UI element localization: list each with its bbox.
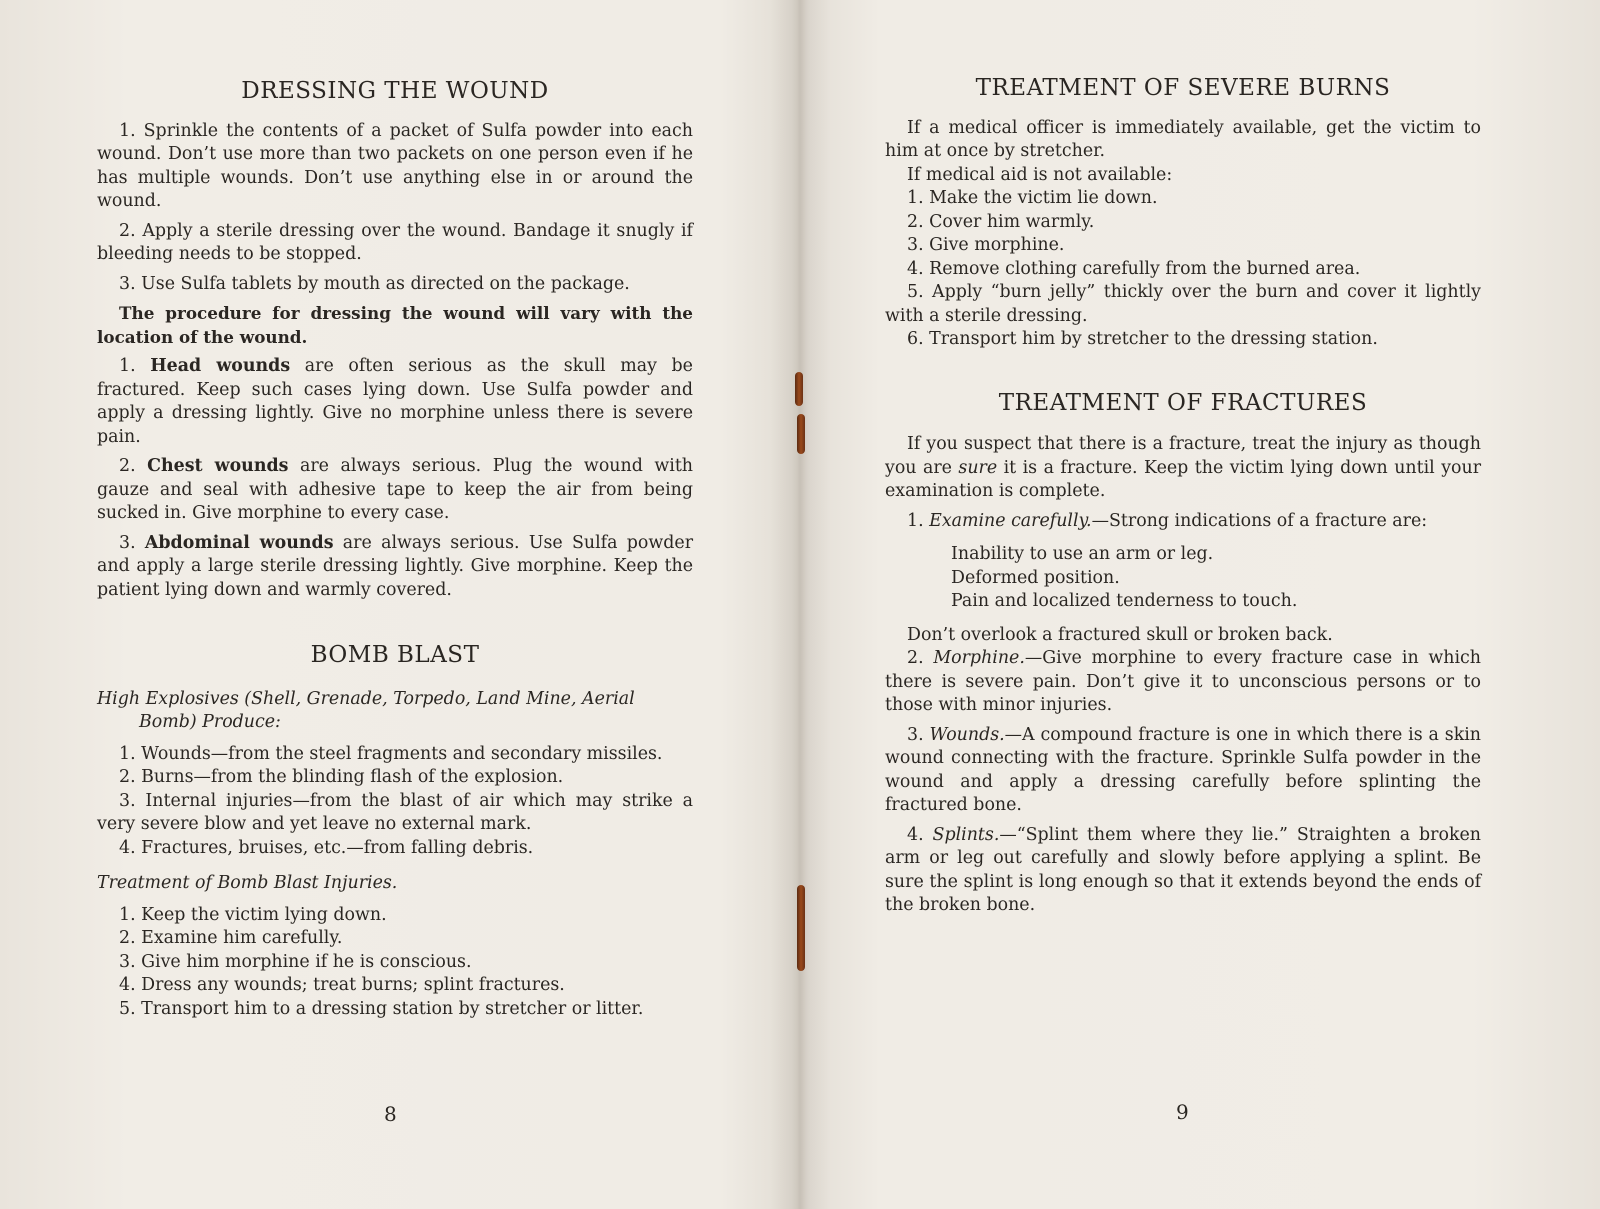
- left-page: [97, 0, 693, 1021]
- right-page: [885, 0, 1481, 918]
- fracture-overlook: Don’t overlook a fractured skull or broken back.: [907, 624, 1333, 645]
- bomb-treatment-step: 2. Examine him carefully.: [119, 928, 343, 948]
- bomb-treatment-step: 3. Give him morphine if he is conscious.: [119, 951, 472, 972]
- burns-intro: If a medical officer is immediately available, get the victim to him at once by stretcher.: [885, 117, 1481, 161]
- wound-types: [97, 355, 693, 602]
- wound-type-head: 1. Head wounds are often serious as the skull may be fractured. Keep such cases lying down. Use Sulfa powder and apply a dressing lightly. Give no morphine unless there is severe pain.: [97, 356, 693, 447]
- procedure-note: The procedure for dressing the wound will vary with the location of the wound.: [97, 303, 693, 347]
- fracture-exam: 1. Examine carefully.—Strong indications of a fracture are:: [907, 510, 1428, 531]
- bomb-treatment-step: 1. Keep the victim lying down.: [119, 904, 387, 925]
- burns-step: 3. Give morphine.: [907, 235, 1065, 255]
- fracture-wounds: 3. Wounds.—A compound fracture is one in which there is a skin wound connecting with the fracture. Sprinkle Sulfa powder in the wound and apply a dressing carefully before splinting the fractured bone.: [885, 724, 1482, 815]
- dressing-step: 1. Sprinkle the contents of a packet of Sulfa powder into each wound. Don’t use more than two packets on one person even if he has multiple wounds. Don’t use anything else in or around the wound.: [97, 120, 693, 211]
- dressing-step: 2. Apply a sterile dressing over the wound. Bandage it snugly if bleeding needs to be stopped.: [97, 220, 693, 264]
- heading-fractures: TREATMENT OF FRACTURES: [998, 389, 1368, 416]
- staple-mark: [797, 414, 805, 454]
- heading-bomb-blast: BOMB BLAST: [310, 642, 480, 668]
- burns-steps: [885, 187, 1481, 352]
- burns-subintro: If medical aid is not available:: [907, 164, 1173, 185]
- staple-mark: [797, 885, 805, 971]
- heading-severe-burns: TREATMENT OF SEVERE BURNS: [975, 75, 1391, 101]
- fractures-intro: If you suspect that there is a fracture, treat the injury as though you are sure it is a fracture. Keep the victim lying down until your examination is complete.: [885, 434, 1482, 501]
- bomb-treatment-step: 5. Transport him to a dressing station by stretcher or litter.: [119, 998, 644, 1019]
- wound-type-abdominal: 3. Abdominal wounds are always serious. Use Sulfa powder and apply a large sterile dressing lightly. Give morphine. Keep the patient lying down and warmly covered.: [97, 532, 694, 600]
- indication-item: Inability to use an arm or leg.: [951, 544, 1214, 564]
- bomb-effect: 1. Wounds—from the steel fragments and secondary missiles.: [119, 743, 663, 764]
- bomb-intro: High Explosives (Shell, Grenade, Torpedo, Land Mine, Aerial Bomb) Produce:: [97, 688, 635, 732]
- bomb-effects: [97, 743, 693, 861]
- burns-step: 4. Remove clothing carefully from the burned area.: [907, 258, 1361, 279]
- gutter-shadow: [770, 0, 830, 1209]
- indication-item: Pain and localized tenderness to touch.: [951, 591, 1298, 611]
- bomb-effect: 3. Internal injuries—from the blast of air which may strike a very severe blow and yet leave no external mark.: [97, 790, 693, 834]
- bomb-effect: 4. Fractures, bruises, etc.—from falling debris.: [119, 837, 534, 858]
- burns-step: 6. Transport him by stretcher to the dressing station.: [907, 329, 1378, 349]
- bomb-effect: 2. Burns—from the blinding flash of the explosion.: [119, 767, 564, 787]
- fracture-morphine: 2. Morphine.—Give morphine to every fracture case in which there is severe pain. Don’t give it to unconscious persons or to those with minor injuries.: [885, 648, 1481, 715]
- heading-dressing-the-wound: DRESSING THE WOUND: [241, 78, 549, 104]
- dressing-step: 3. Use Sulfa tablets by mouth as directed on the package.: [119, 273, 630, 294]
- burns-step: 2. Cover him warmly.: [907, 211, 1095, 232]
- bomb-treatment-heading: Treatment of Bomb Blast Injuries.: [97, 873, 398, 893]
- fracture-indications: [885, 543, 1481, 614]
- bomb-treatment-steps: [97, 904, 693, 1022]
- page-number-right: 9: [1176, 1100, 1189, 1124]
- burns-step: 1. Make the victim lie down.: [907, 188, 1158, 208]
- burns-step: 5. Apply “burn jelly” thickly over the burn and cover it lightly with a sterile dressing.: [885, 282, 1481, 326]
- staple-mark: [795, 372, 803, 406]
- bomb-treatment-step: 4. Dress any wounds; treat burns; splint fractures.: [119, 975, 565, 995]
- dressing-steps: [97, 120, 693, 297]
- fracture-splints: 4. Splints.—“Splint them where they lie.” Straighten a broken arm or leg out carefully and slowly before applying a splint. Be sure the splint is long enough so that it extends beyond the ends of the broken bone.: [885, 824, 1482, 915]
- page-number-left: 8: [384, 1102, 397, 1126]
- wound-type-chest: 2. Chest wounds are always serious. Plug the wound with gauze and seal with adhesive tape to keep the air from being sucked in. Give morphine to every case.: [97, 456, 694, 523]
- indication-item: Deformed position.: [951, 567, 1120, 588]
